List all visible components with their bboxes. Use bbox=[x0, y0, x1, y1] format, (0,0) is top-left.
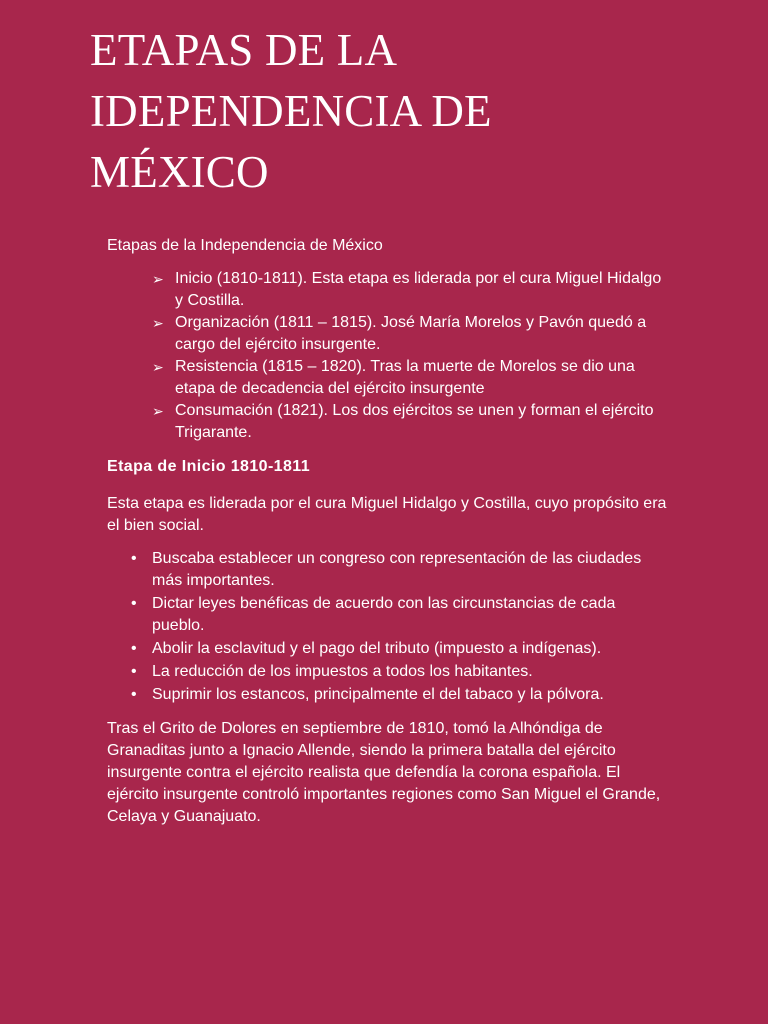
list-item bbox=[107, 268, 667, 312]
section-intro: Esta etapa es liderada por el cura Miguel Hidalgo y Costilla, cuyo propósito era el bien social. bbox=[107, 495, 667, 534]
stage-text: Consumación (1821). Los dos ejércitos se unen y forman el ejército Trigarante. bbox=[175, 402, 654, 441]
intro-text: Etapas de la Independencia de México bbox=[107, 237, 383, 254]
bullet-dot-icon: • bbox=[131, 663, 137, 680]
list-item bbox=[107, 312, 667, 356]
list-item bbox=[107, 548, 667, 592]
closing-paragraph: Tras el Grito de Dolores en septiembre de 1810, tomó la Alhóndiga de Granaditas junto a Ignacio Allende, siendo la primera batalla del ejército insurgente contra el ejército realista que defendía la corona española. El ejército insurgente controló importantes regiones como San Miguel el Grande, Celaya y Guanajuato. bbox=[107, 720, 661, 825]
goal-text: Suprimir los estancos, principalmente el del tabaco y la pólvora. bbox=[152, 686, 604, 703]
stage-text: Inicio (1810-1811). Esta etapa es liderada por el cura Miguel Hidalgo y Costilla. bbox=[175, 270, 662, 309]
page-title bbox=[90, 20, 730, 203]
arrow-bullet-icon: ➢ bbox=[152, 359, 164, 375]
list-item bbox=[107, 593, 667, 637]
list-item bbox=[107, 400, 667, 444]
document-body bbox=[107, 235, 667, 839]
list-item bbox=[107, 661, 667, 683]
bullet-dot-icon: • bbox=[131, 640, 137, 657]
arrow-bullet-icon: ➢ bbox=[152, 271, 164, 287]
list-item bbox=[107, 638, 667, 660]
stage-text: Organización (1811 – 1815). José María Morelos y Pavón quedó a cargo del ejército insurgente. bbox=[175, 314, 647, 353]
title-line-2: IDEPENDENCIA DE bbox=[90, 86, 492, 136]
goal-text: Dictar leyes benéficas de acuerdo con las circunstancias de cada pueblo. bbox=[152, 595, 616, 634]
stage-text: Resistencia (1815 – 1820). Tras la muerte de Morelos se dio una etapa de decadencia del ejército insurgente bbox=[175, 358, 635, 397]
bullet-dot-icon: • bbox=[131, 550, 137, 567]
bullet-dot-icon: • bbox=[131, 595, 137, 612]
goal-text: Buscaba establecer un congreso con representación de las ciudades más importantes. bbox=[152, 550, 642, 589]
list-item bbox=[107, 356, 667, 400]
goals-list bbox=[107, 548, 667, 706]
arrow-bullet-icon: ➢ bbox=[152, 315, 164, 331]
section-heading: Etapa de Inicio 1810-1811 bbox=[107, 458, 310, 475]
goal-text: Abolir la esclavitud y el pago del tributo (impuesto a indígenas). bbox=[152, 640, 602, 657]
goal-text: La reducción de los impuestos a todos los habitantes. bbox=[152, 663, 533, 680]
arrow-bullet-icon: ➢ bbox=[152, 403, 164, 419]
title-line-1: ETAPAS DE LA bbox=[90, 25, 398, 75]
title-line-3: MÉXICO bbox=[90, 147, 269, 197]
bullet-dot-icon: • bbox=[131, 686, 137, 703]
list-item bbox=[107, 684, 667, 706]
stages-list bbox=[107, 268, 667, 444]
